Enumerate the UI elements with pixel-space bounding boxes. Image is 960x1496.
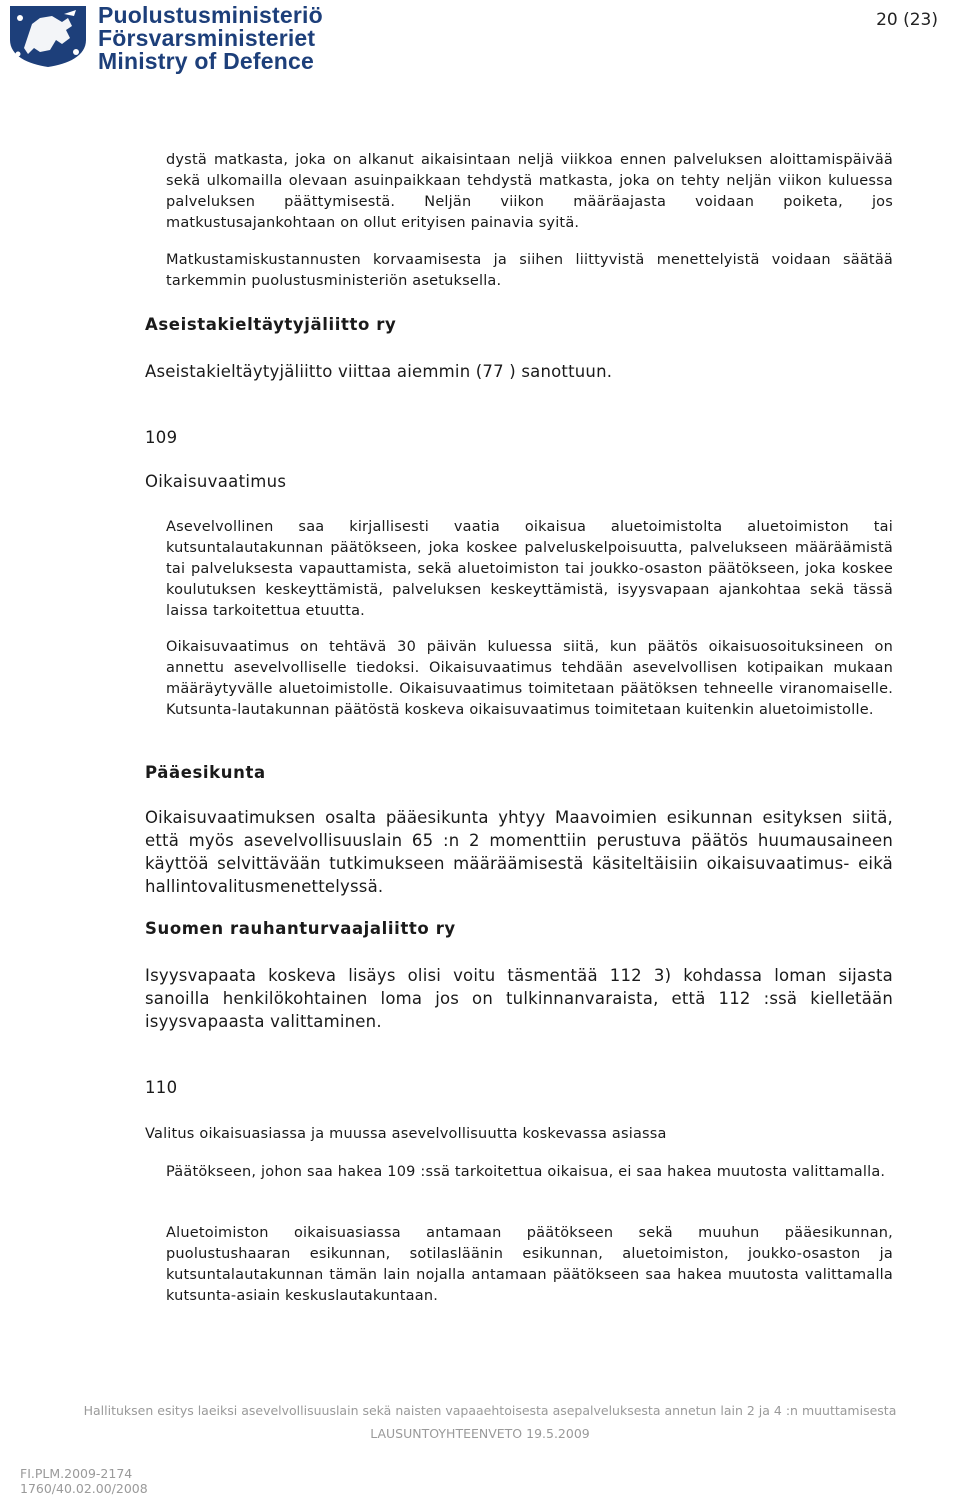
logo-text [98, 4, 323, 73]
footer-title: Hallituksen esitys laeiksi asevelvollisuuslain sekä naisten vapaaehtoisesta asepalveluksesta annetun lain 2 ja 4 :n muuttamisesta [83, 1403, 897, 1418]
section-heading: Pääesikunta [145, 763, 266, 782]
section-title: Oikaisuvaatimus [145, 472, 287, 491]
paragraph: dystä matkasta, joka on alkanut aikaisintaan neljä viikkoa ennen palveluksen aloittamispäivää sekä ulkomailla olevaan asuinpaikkaan tehdystä matkasta, joka on tehty neljän viikon kuluessa palveluksen päättymisestä. Neljän viikon määräajasta voidaan poiketa, jos matkustusajankohtaan on ollut erityisen painavia syitä. [166, 152, 893, 231]
section-number: 110 [145, 1078, 178, 1097]
paragraph: Matkustamiskustannusten korvaamisesta ja siihen liittyvistä menettelyistä voidaan säätää tarkemmin puolustusministeriön asetuksella. [166, 252, 893, 289]
paragraph: Aseistakieltäytyjäliitto viittaa aiemmin (77 ) sanottuun. [145, 362, 613, 381]
footer-summary: LAUSUNTOYHTEENVETO 19.5.2009 [370, 1426, 590, 1441]
page-number: 20 (23) [876, 10, 938, 30]
logo-line-en: Ministry of Defence [98, 48, 314, 74]
paragraph: Oikaisuvaatimus on tehtävä 30 päivän kuluessa siitä, kun päätös oikaisuosoituksineen on annettu asevelvolliselle tiedoksi. Oikaisuvaatimus tehdään asevelvollisen kotipaikan mukaan määräytyvälle aluetoimistolle. Oikaisuvaatimus toimitetaan päätöksen tehneelle viranomaiselle. Kutsunta-lautakunnan päätöstä koskeva oikaisuvaatimus toimitetaan kuitenkin aluetoimistolle. [166, 639, 893, 718]
logo-line-sv: Försvarsministeriet [98, 25, 316, 51]
paragraph: Päätökseen, johon saa hakea 109 :ssä tarkoitettua oikaisua, ei saa hakea muutosta valittamalla. [166, 1164, 886, 1180]
section-heading: Suomen rauhanturvaajaliitto ry [145, 919, 456, 938]
section-title: Valitus oikaisuasiassa ja muussa asevelvollisuutta koskevassa asiassa [145, 1126, 667, 1142]
footer-ref: FI.PLM.2009-2174 [20, 1466, 133, 1481]
section-heading: Aseistakieltäytyjäliitto ry [145, 315, 397, 334]
footer-ref: 1760/40.02.00/2008 [20, 1481, 148, 1496]
section-number: 109 [145, 428, 178, 447]
logo-line-fi: Puolustusministeriö [98, 2, 323, 28]
coat-of-arms-icon [6, 4, 90, 68]
ministry-logo [6, 2, 366, 74]
paragraph: Aluetoimiston oikaisuasiassa antamaan päätökseen sekä muuhun pääesikunnan, puolustushaaran esikunnan, sotilasläänin esikunnan, aluetoimiston, joukko-osaston ja kutsuntalautakunnan tämän lain nojalla antamaan päätökseen saa hakea muutosta valittamalla kutsunta-asiain keskuslautakuntaan. [166, 1225, 893, 1304]
paragraph: Isyysvapaata koskeva lisäys olisi voitu täsmentää 112 3) kohdassa loman sijasta sanoilla henkilökohtainen loma jos on tulkinnanvaraista, että 112 :ssä kielletään isyysvapaasta valittaminen. [145, 966, 893, 1031]
paragraph: Asevelvollinen saa kirjallisesti vaatia oikaisua aluetoimistolta aluetoimiston tai kutsuntalautakunnan päätökseen, joka koskee palveluskelpoisuutta, palvelukseen määräämistä tai palveluksesta vapauttamista, sekä aluetoimiston tai joukko-osaston päätökseen, joka koskee koulutuksen keskeyttämistä, palveluksen keskeyttämistä, isyysvapaan ajankohtaa sekä tässä laissa tarkoitettua etuutta. [166, 519, 893, 619]
paragraph: Oikaisuvaatimuksen osalta pääesikunta yhtyy Maavoimien esikunnan esityksen siitä, että myös asevelvollisuuslain 65 :n 2 momenttiin perustuva päätös huumausaineen käyttöä selvittävään tutkimukseen määräämisestä käsiteltäisiin oikaisuvaatimus- eikä hallintovalitusmenettelyssä. [145, 808, 893, 896]
